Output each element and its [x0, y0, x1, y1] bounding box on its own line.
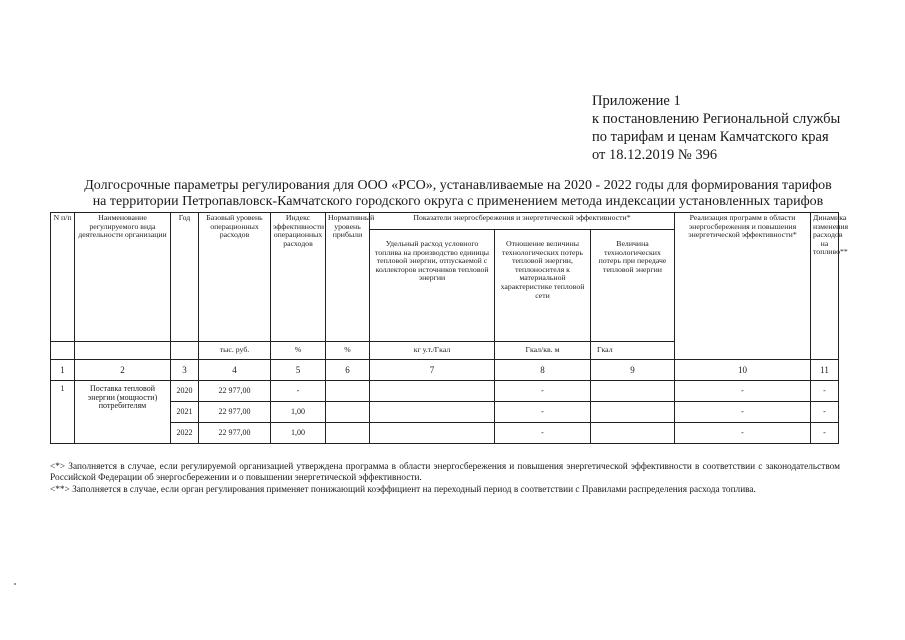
header-profit-level: Нормативный уровень прибыли: [326, 213, 370, 342]
unit-index: %: [271, 342, 326, 360]
appendix-line: Приложение 1: [592, 93, 681, 109]
footnote-2: <**> Заполняется в случае, если орган регулирования применяет понижающий коэффициент на переходный период в соответствии с Правилами распределения расхода топлива.: [50, 484, 756, 495]
header-name: Наименование регулируемого вида деятельности организации: [75, 213, 171, 342]
unit-loss-value: Гкал: [591, 342, 675, 360]
document-title: [28, 178, 888, 210]
cell-dynamics: -: [811, 423, 839, 444]
cell-base: 22 977,00: [199, 381, 271, 402]
cell-fuel: [370, 381, 495, 402]
column-number: 5: [271, 360, 326, 381]
cell-loss-value: [591, 402, 675, 423]
unit-loss-ratio: Гкал/кв. м: [495, 342, 591, 360]
cell-base: 22 977,00: [199, 423, 271, 444]
cell-profit: [326, 402, 370, 423]
unit-base: тыс. руб.: [199, 342, 271, 360]
header-fuel-dynamics: Динамика изменения расходов на топливо**: [811, 213, 839, 360]
cell-fuel: [370, 402, 495, 423]
header-row-1: [51, 213, 839, 230]
unit-cell: [171, 342, 199, 360]
column-number: 7: [370, 360, 495, 381]
cell-base: 22 977,00: [199, 402, 271, 423]
appendix-line: к постановлению Региональной службы: [592, 111, 841, 127]
column-number: 2: [75, 360, 171, 381]
appendix-line: по тарифам и ценам Камчатского края: [592, 129, 829, 145]
cell-dynamics: -: [811, 381, 839, 402]
column-number: 4: [199, 360, 271, 381]
cell-profit: [326, 381, 370, 402]
unit-cell: [51, 342, 75, 360]
cell-profit: [326, 423, 370, 444]
unit-profit: %: [326, 342, 370, 360]
footnotes: [50, 462, 840, 496]
column-number: 6: [326, 360, 370, 381]
header-efficiency-index: Индекс эффективности операционных расходов: [271, 213, 326, 342]
cell-loss-ratio: -: [495, 402, 591, 423]
appendix-line: от 18.12.2019 № 396: [592, 147, 718, 163]
header-base-level: Базовый уровень операционных расходов: [199, 213, 271, 342]
unit-fuel: кг у.т./Гкал: [370, 342, 495, 360]
footnote-1: <*> Заполняется в случае, если регулируемой организацией утверждена программа в области энергосбережения и повышения энергетической эффективности в соответствии с законодательством Российской Федерации об энергосбережении и о повышении энергетической эффективности.: [50, 462, 840, 484]
cell-programs: -: [675, 402, 811, 423]
header-loss-ratio: Отношение величины технологических потерь тепловой энергии, теплоносителя к материальной характеристике тепловой сети: [495, 230, 591, 342]
unit-cell: [75, 342, 171, 360]
cell-index: 1,00: [271, 423, 326, 444]
header-num: N п/п: [51, 213, 75, 342]
cell-loss-ratio: -: [495, 381, 591, 402]
header-energy-group: Показатели энергосбережения и энергетической эффективности*: [370, 213, 675, 230]
cell-year: 2022: [171, 423, 199, 444]
title-line-2: на территории Петропавловск-Камчатского городского округа с применением метода индексации установленных тарифов: [92, 194, 824, 209]
cell-fuel: [370, 423, 495, 444]
column-number: 10: [675, 360, 811, 381]
row-number: 1: [51, 381, 75, 444]
title-line-1: Долгосрочные параметры регулирования для ООО «РСО», устанавливаемые на 2020 - 2022 годы для формирования тарифов: [84, 178, 832, 193]
cell-programs: -: [675, 381, 811, 402]
header-fuel-consumption: Удельный расход условного топлива на производство единицы тепловой энергии, отпускаемой с коллекторов источников тепловой энергии: [370, 230, 495, 342]
column-numbers-row: [51, 360, 839, 381]
cell-loss-value: [591, 423, 675, 444]
column-number: 8: [495, 360, 591, 381]
cell-index: 1,00: [271, 402, 326, 423]
header-loss-value: Величина технологических потерь при передаче тепловой энергии: [591, 230, 675, 342]
row-activity-name: Поставка тепловой энергии (мощности) потребителям: [75, 381, 171, 444]
column-number: 11: [811, 360, 839, 381]
cell-loss-ratio: -: [495, 423, 591, 444]
cell-index: -: [271, 381, 326, 402]
appendix-header: [592, 92, 892, 164]
cell-loss-value: [591, 381, 675, 402]
column-number: 1: [51, 360, 75, 381]
cell-year: 2020: [171, 381, 199, 402]
column-number: 9: [591, 360, 675, 381]
cell-year: 2021: [171, 402, 199, 423]
parameters-table: [50, 212, 849, 444]
column-number: 3: [171, 360, 199, 381]
scan-speck: [14, 583, 16, 585]
cell-programs: -: [675, 423, 811, 444]
table-row: [51, 381, 839, 402]
header-year: Год: [171, 213, 199, 342]
header-programs: Реализация программ в области энергосбережения и повышения энергетической эффективности*: [675, 213, 811, 360]
cell-dynamics: -: [811, 402, 839, 423]
